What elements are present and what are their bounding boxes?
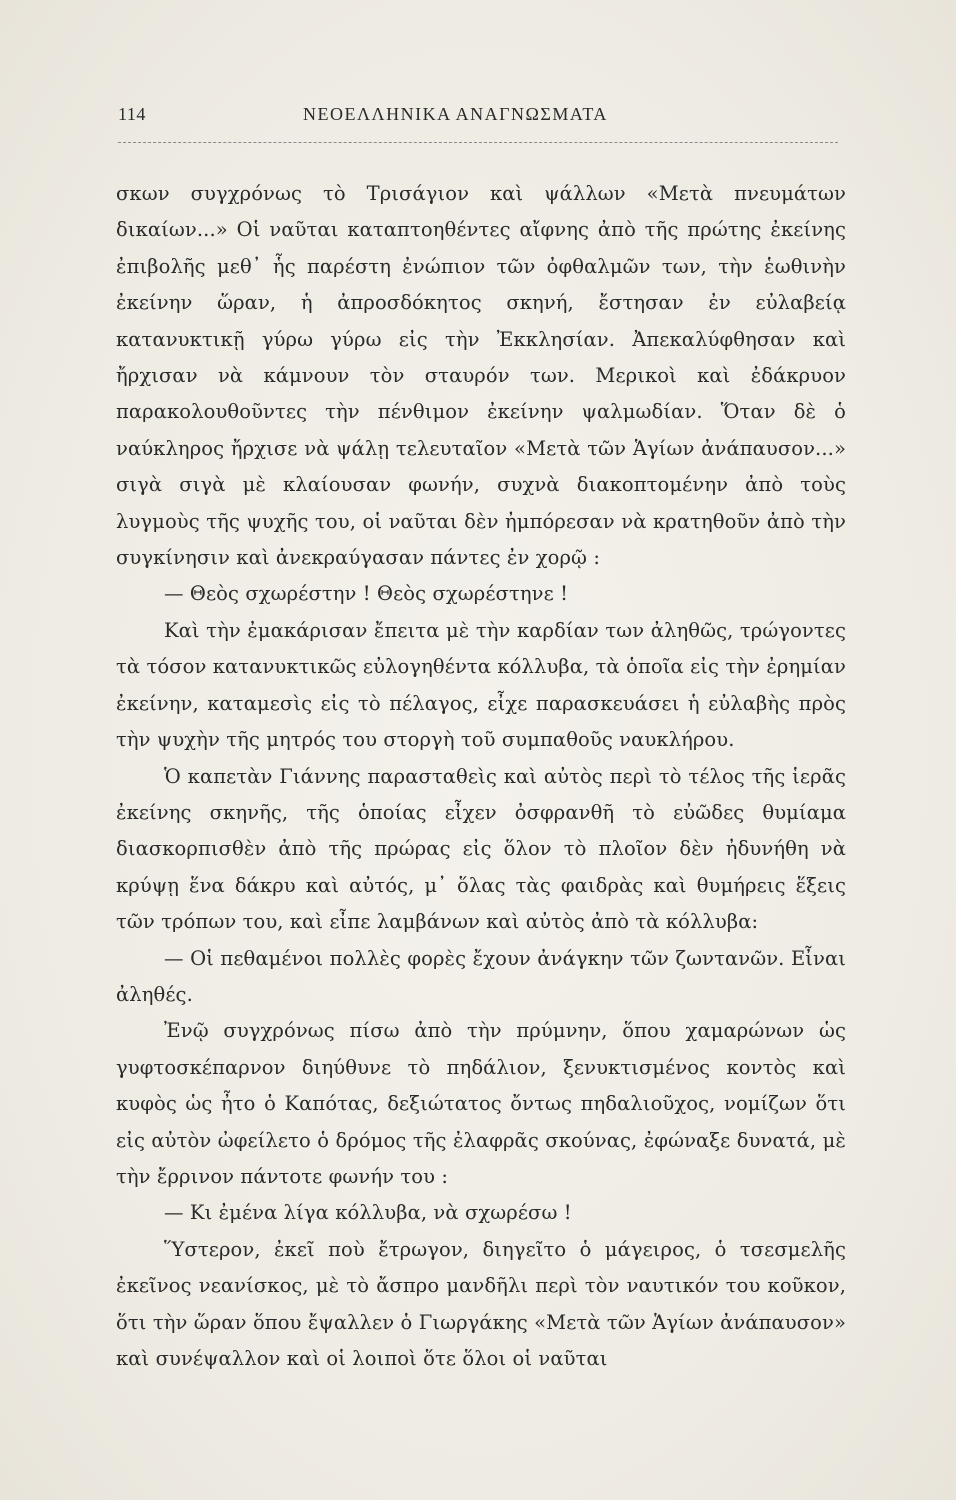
dialogue-line: — Οἱ πεθαμένοι πολλὲς φορὲς ἔχουν ἀνάγκην τῶν ζωντανῶν. Εἶναι ἀληθές.	[116, 946, 846, 1006]
running-title: ΝΕΟΕΛΛΗΝΙΚΑ ΑΝΑΓΝΩΣΜΑΤΑ	[303, 104, 608, 124]
body-text	[116, 176, 846, 1377]
paragraph-continuation: σκων συγχρόνως τὸ Τρισάγιον καὶ ψάλλων «Μετὰ πνευμάτων δικαίων...» Οἱ ναῦται καταπτοηθέντες αἴφνης ἀπὸ τῆς πρώτης ἐκείνης ἐπιβολῆς μεθ᾽ ἧς παρέστη ἐνώπιον τῶν ὀφθαλμῶν των, τὴν ἑωθινὴν ἐκείνην ὥραν, ἡ ἀπροσδόκητος σκηνή, ἔστησαν ἐν εὐλαβείᾳ κατανυκτικῇ γύρω γύρω εἰς τὴν Ἐκκλησίαν. Ἀπεκαλύφθησαν καὶ ἤρχισαν νὰ κάμνουν τὸν σταυρόν των. Μερικοὶ καὶ ἐδάκρυον παρακολουθοῦντες τὴν πένθιμον ἐκείνην ψαλμωδίαν. Ὅταν δὲ ὁ ναύκληρος ἤρχισε νὰ ψάλῃ τελευταῖον «Μετὰ τῶν Ἁγίων ἀνάπαυσον...» σιγὰ σιγὰ μὲ κλαίουσαν φωνήν, συχνὰ διακοπτομένην ἀπὸ τοὺς λυγμοὺς τῆς ψυχῆς του, οἱ ναῦται δὲν ἠμπόρεσαν νὰ κρατηθοῦν ἀπὸ τὴν συγκίνησιν καὶ ἀνεκραύγασαν πάντες ἐν χορῷ :	[116, 182, 846, 570]
page-number: 114	[118, 104, 146, 124]
paragraph: Ὁ καπετὰν Γιάννης παρασταθεὶς καὶ αὐτὸς περὶ τὸ τέλος τῆς ἱερᾶς ἐκείνης σκηνῆς, τῆς ὁποίας εἶχεν ὀσφρανθῆ τὸ εὐῶδες θυμίαμα διασκορπισθὲν ἀπὸ τῆς πρώρας εἰς ὅλον τὸ πλοῖον δὲν ἠδυνήθη νὰ κρύψῃ ἕνα δάκρυ καὶ αὐτός, μ᾽ ὅλας τὰς φαιδρὰς καὶ θυμήρεις ἕξεις τῶν τρόπων του, καὶ εἶπε λαμβάνων καὶ αὐτὸς ἀπὸ τὰ κόλλυβα:	[116, 764, 846, 934]
paragraph: Καὶ τὴν ἐμακάρισαν ἔπειτα μὲ τὴν καρδίαν των ἀληθῶς, τρώγοντες τὰ τόσον κατανυκτικῶς εὐλογηθέντα κόλλυβα, τὰ ὁποῖα εἰς τὴν ἐρημίαν ἐκείνην, καταμεσὶς εἰς τὸ πέλαγος, εἶχε παρασκευάσει ἡ εὐλαβὴς πρὸς τὴν ψυχὴν τῆς μητρός του στοργὴ τοῦ συμπαθοῦς ναυκλήρου.	[116, 618, 846, 752]
dialogue-line: — Θεὸς σχωρέστην ! Θεὸς σχωρέστηνε !	[164, 582, 569, 606]
paragraph: Ἐνῷ συγχρόνως πίσω ἀπὸ τὴν πρύμνην, ὅπου χαμαρώνων ὡς γυφτοσκέπαρνον διηύθυνε τὸ πηδάλιον, ξενυκτισμένος κοντὸς καὶ κυφὸς ὡς ἦτο ὁ Καπότας, δεξιώτατος ὄντως πηδαλιοῦχος, νομίζων ὅτι εἰς αὐτὸν ὠφείλετο ὁ δρόμος τῆς ἐλαφρᾶς σκούνας, ἐφώναξε δυνατά, μὲ τὴν ἔρρινον πάντοτε φωνήν του :	[116, 1019, 846, 1188]
page-header	[118, 100, 848, 140]
paragraph: Ὕστερον, ἐκεῖ ποὺ ἔτρωγον, διηγεῖτο ὁ μάγειρος, ὁ τσεσμελῆς ἐκεῖνος νεανίσκος, μὲ τὸ ἄσπρο μανδῆλι περὶ τὸν ναυτικόν του κοῦκον, ὅτι τὴν ὥραν ὅπου ἔψαλλεν ὁ Γιωργάκης «Μετὰ τῶν Ἁγίων ἀνάπαυσον» καὶ συνέψαλλον καὶ οἱ λοιποὶ ὅτε ὅλοι οἱ ναῦται	[116, 1237, 846, 1370]
dialogue-line: — Κι ἐμένα λίγα κόλλυβα, νὰ σχωρέσω !	[164, 1201, 572, 1225]
header-divider	[118, 142, 838, 143]
